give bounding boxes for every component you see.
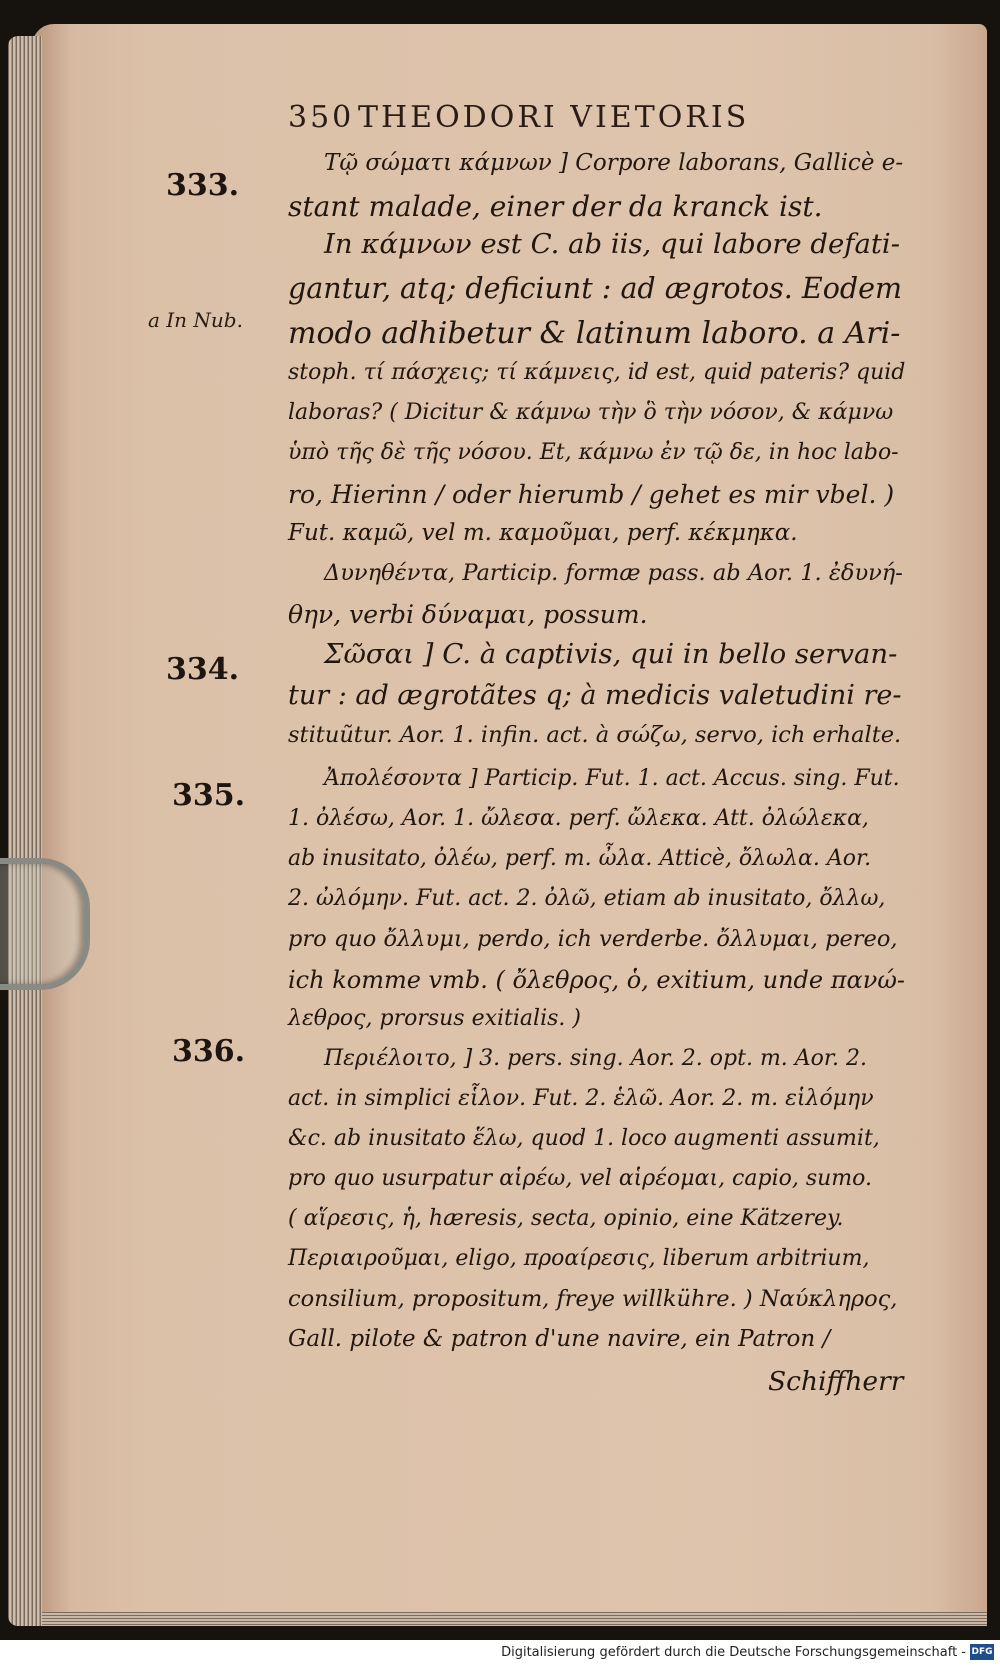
- text-line: Gall. pilote & patron d'une navire, ein Patron /: [288, 1326, 831, 1352]
- page-bottom-edge: [42, 1612, 987, 1626]
- footer-bar: [0, 1640, 1000, 1666]
- text-line: In κάμνων est C. ab iis, qui labore defati-: [324, 228, 900, 260]
- text-line: 2. ὠλόμην. Fut. act. 2. ὀλῶ, etiam ab inusitato, ὄλλω,: [288, 886, 886, 911]
- text-line: Δυνηθέντα, Particip. formæ pass. ab Aor. 1. ἐδυνή-: [324, 560, 903, 586]
- margin-number-333: 333.: [166, 168, 240, 203]
- text-line: pro quo usurpatur αἱρέω, vel αἱρέομαι, capio, sumo.: [288, 1166, 873, 1191]
- text-line: λεθρος, prorsus exitialis. ): [288, 1006, 581, 1031]
- text-line: ro, Hierinn / oder hierumb / gehet es mir vbel. ): [288, 480, 895, 509]
- margin-note: a In Nub.: [148, 308, 243, 332]
- text-line: Fut. καμῶ, vel m. καμοῦμαι, perf. κέκμηκα.: [288, 520, 798, 546]
- running-head: THEODORI VIETORIS: [358, 100, 750, 135]
- text-line: pro quo ὄλλυμι, perdo, ich verderbe. ὄλλυμαι, pereo,: [288, 926, 898, 952]
- text-line: ab inusitato, ὀλέω, perf. m. ὦλα. Atticè, ὄλωλα. Aor.: [288, 846, 872, 871]
- text-line: gantur, atq; deficiunt : ad ægrotos. Eodem: [288, 272, 903, 305]
- page-edges: [8, 36, 42, 1626]
- text-line: consilium, propositum, freye willkühre. ) Ναύκληρος,: [288, 1286, 898, 1312]
- text-line: ich komme vmb. ( ὄλεθρος, ὁ, exitium, unde πανώ-: [288, 966, 905, 994]
- text-line: 1. ὀλέσω, Aor. 1. ὤλεσα. perf. ὤλεκα. Att. ὀλώλεκα,: [288, 806, 869, 831]
- text-line: &c. ab inusitato ἕλω, quod 1. loco augmenti assumit,: [288, 1126, 880, 1151]
- text-line: ὑπὸ τῆς δὲ τῆς νόσου. Et, κάμνω ἐν τῷ δε, in hoc labo-: [288, 440, 899, 465]
- text-line: stoph. τί πάσχεις; τί κάμνεις, id est, quid pateris? quid: [288, 360, 906, 385]
- text-line: modo adhibetur & latinum laboro. a Ari-: [288, 316, 901, 351]
- margin-number-336: 336.: [172, 1034, 246, 1069]
- text-line: Ἀπολέσοντα ] Particip. Fut. 1. act. Accus. sing. Fut.: [324, 766, 900, 791]
- text-line: Schiffherr: [768, 1366, 904, 1397]
- digitization-credit: Digitalisierung gefördert durch die Deutsche Forschungsgemeinschaft -: [501, 1645, 966, 1660]
- text-line: Tῷ σώματι κάμνων ] Corpore laborans, Gallicè e-: [324, 150, 904, 176]
- margin-number-334: 334.: [166, 652, 240, 687]
- text-line: Περιέλοιτο, ] 3. pers. sing. Aor. 2. opt. m. Aor. 2.: [324, 1046, 868, 1071]
- book-clip: [0, 858, 90, 990]
- text-line: stituũtur. Aor. 1. infin. act. à σώζω, servo, ich erhalte.: [288, 722, 902, 748]
- margin-number-335: 335.: [172, 778, 246, 813]
- text-line: θην, verbi δύναμαι, possum.: [288, 600, 648, 629]
- text-line: stant malade, einer der da kranck ist.: [288, 190, 823, 223]
- page-number: 350: [288, 100, 355, 135]
- dfg-logo-icon: DFG: [970, 1644, 994, 1660]
- text-line: Σῶσαι ] C. à captivis, qui in bello servan-: [324, 638, 898, 670]
- text-line: ( αἵρεσις, ἡ, hæresis, secta, opinio, eine Kätzerey.: [288, 1206, 844, 1231]
- text-line: laboras? ( Dicitur & κάμνω τὴν ὃ τὴν νόσον, & κάμνω: [288, 400, 894, 425]
- page-header: [288, 100, 888, 140]
- text-line: tur : ad ægrotãtes q; à medicis valetudini re-: [288, 680, 902, 711]
- text-line: act. in simplici εἷλον. Fut. 2. ἑλῶ. Aor. 2. m. εἱλόμην: [288, 1086, 874, 1111]
- text-line: Περιαιροῦμαι, eligo, προαίρεσις, liberum arbitrium,: [288, 1246, 870, 1271]
